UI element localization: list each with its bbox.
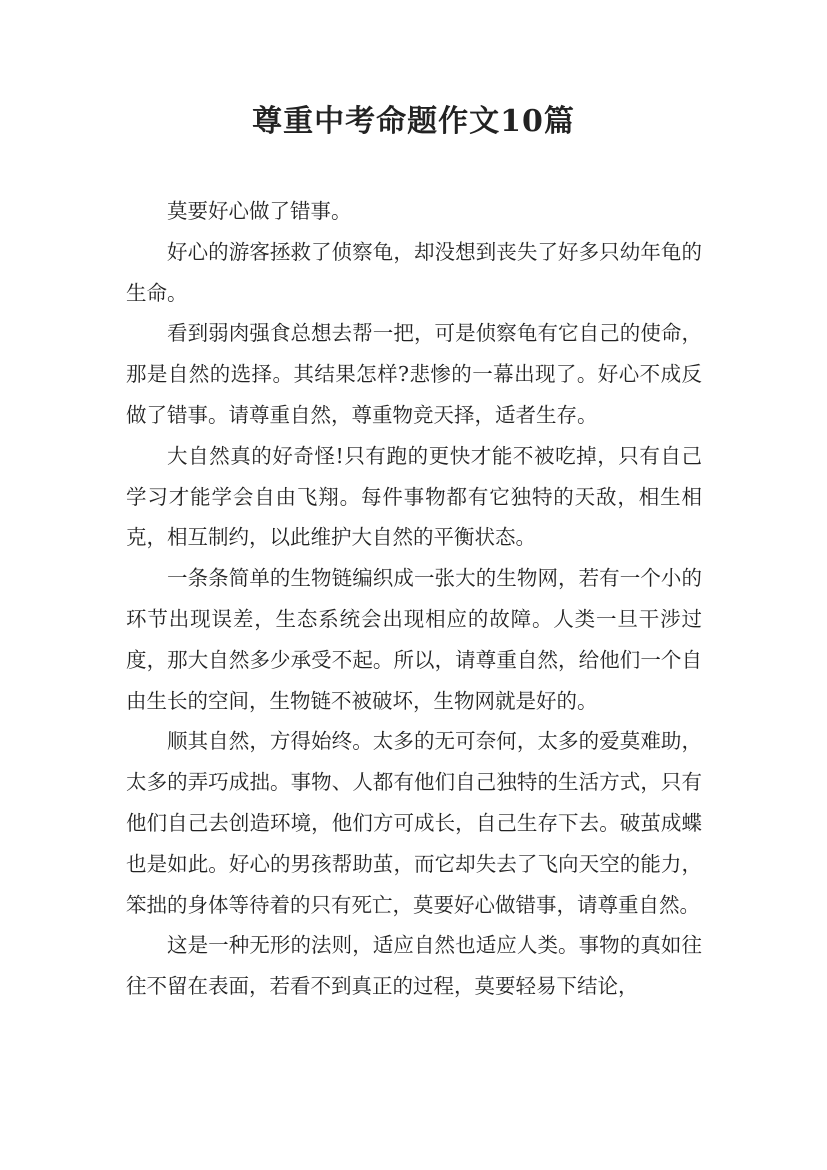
paragraph-6: 顺其自然，方得始终。太多的无可奈何，太多的爱莫难助，太多的弄巧成拙。事物、人都有他们自己独特的生活方式，只有他们自己去创造环境，他们方可成长，自己生存下去。破茧成蝶也是如此。好心的男孩帮助茧，而它却失去了飞向天空的能力，笨拙的身体等待着的只有死亡，莫要好心做错事，请尊重自然。 bbox=[126, 729, 702, 917]
paragraph-3: 看到弱肉强食总想去帮一把，可是侦察龟有它自己的使命，那是自然的选择。其结果怎样?悲惨的一幕出现了。好心不成反做了错事。请尊重自然，尊重物竞天择，适者生存。 bbox=[126, 321, 702, 427]
paragraph-5: 一条条简单的生物链编织成一张大的生物网，若有一个小的环节出现误差，生态系统会出现相应的故障。人类一旦干涉过度，那大自然多少承受不起。所以，请尊重自然，给他们一个自由生长的空间，生物链不被破坏，生物网就是好的。 bbox=[126, 566, 702, 713]
paragraph-7: 这是一种无形的法则，适应自然也适应人类。事物的真如往往不留在表面，若看不到真正的过程，莫要轻易下结论， bbox=[126, 933, 702, 999]
paragraph-2: 好心的游客拯救了侦察龟，却没想到丧失了好多只幼年龟的生命。 bbox=[126, 239, 702, 305]
document-title: 尊重中考命题作文10篇 bbox=[252, 104, 575, 139]
paragraph-4: 大自然真的好奇怪!只有跑的更快才能不被吃掉，只有自己学习才能学会自由飞翔。每件事物都有它独特的天敌，相生相克，相互制约，以此维护大自然的平衡状态。 bbox=[126, 443, 702, 550]
document-body bbox=[126, 191, 702, 1007]
paragraph-1: 莫要好心做了错事。 bbox=[167, 199, 352, 223]
